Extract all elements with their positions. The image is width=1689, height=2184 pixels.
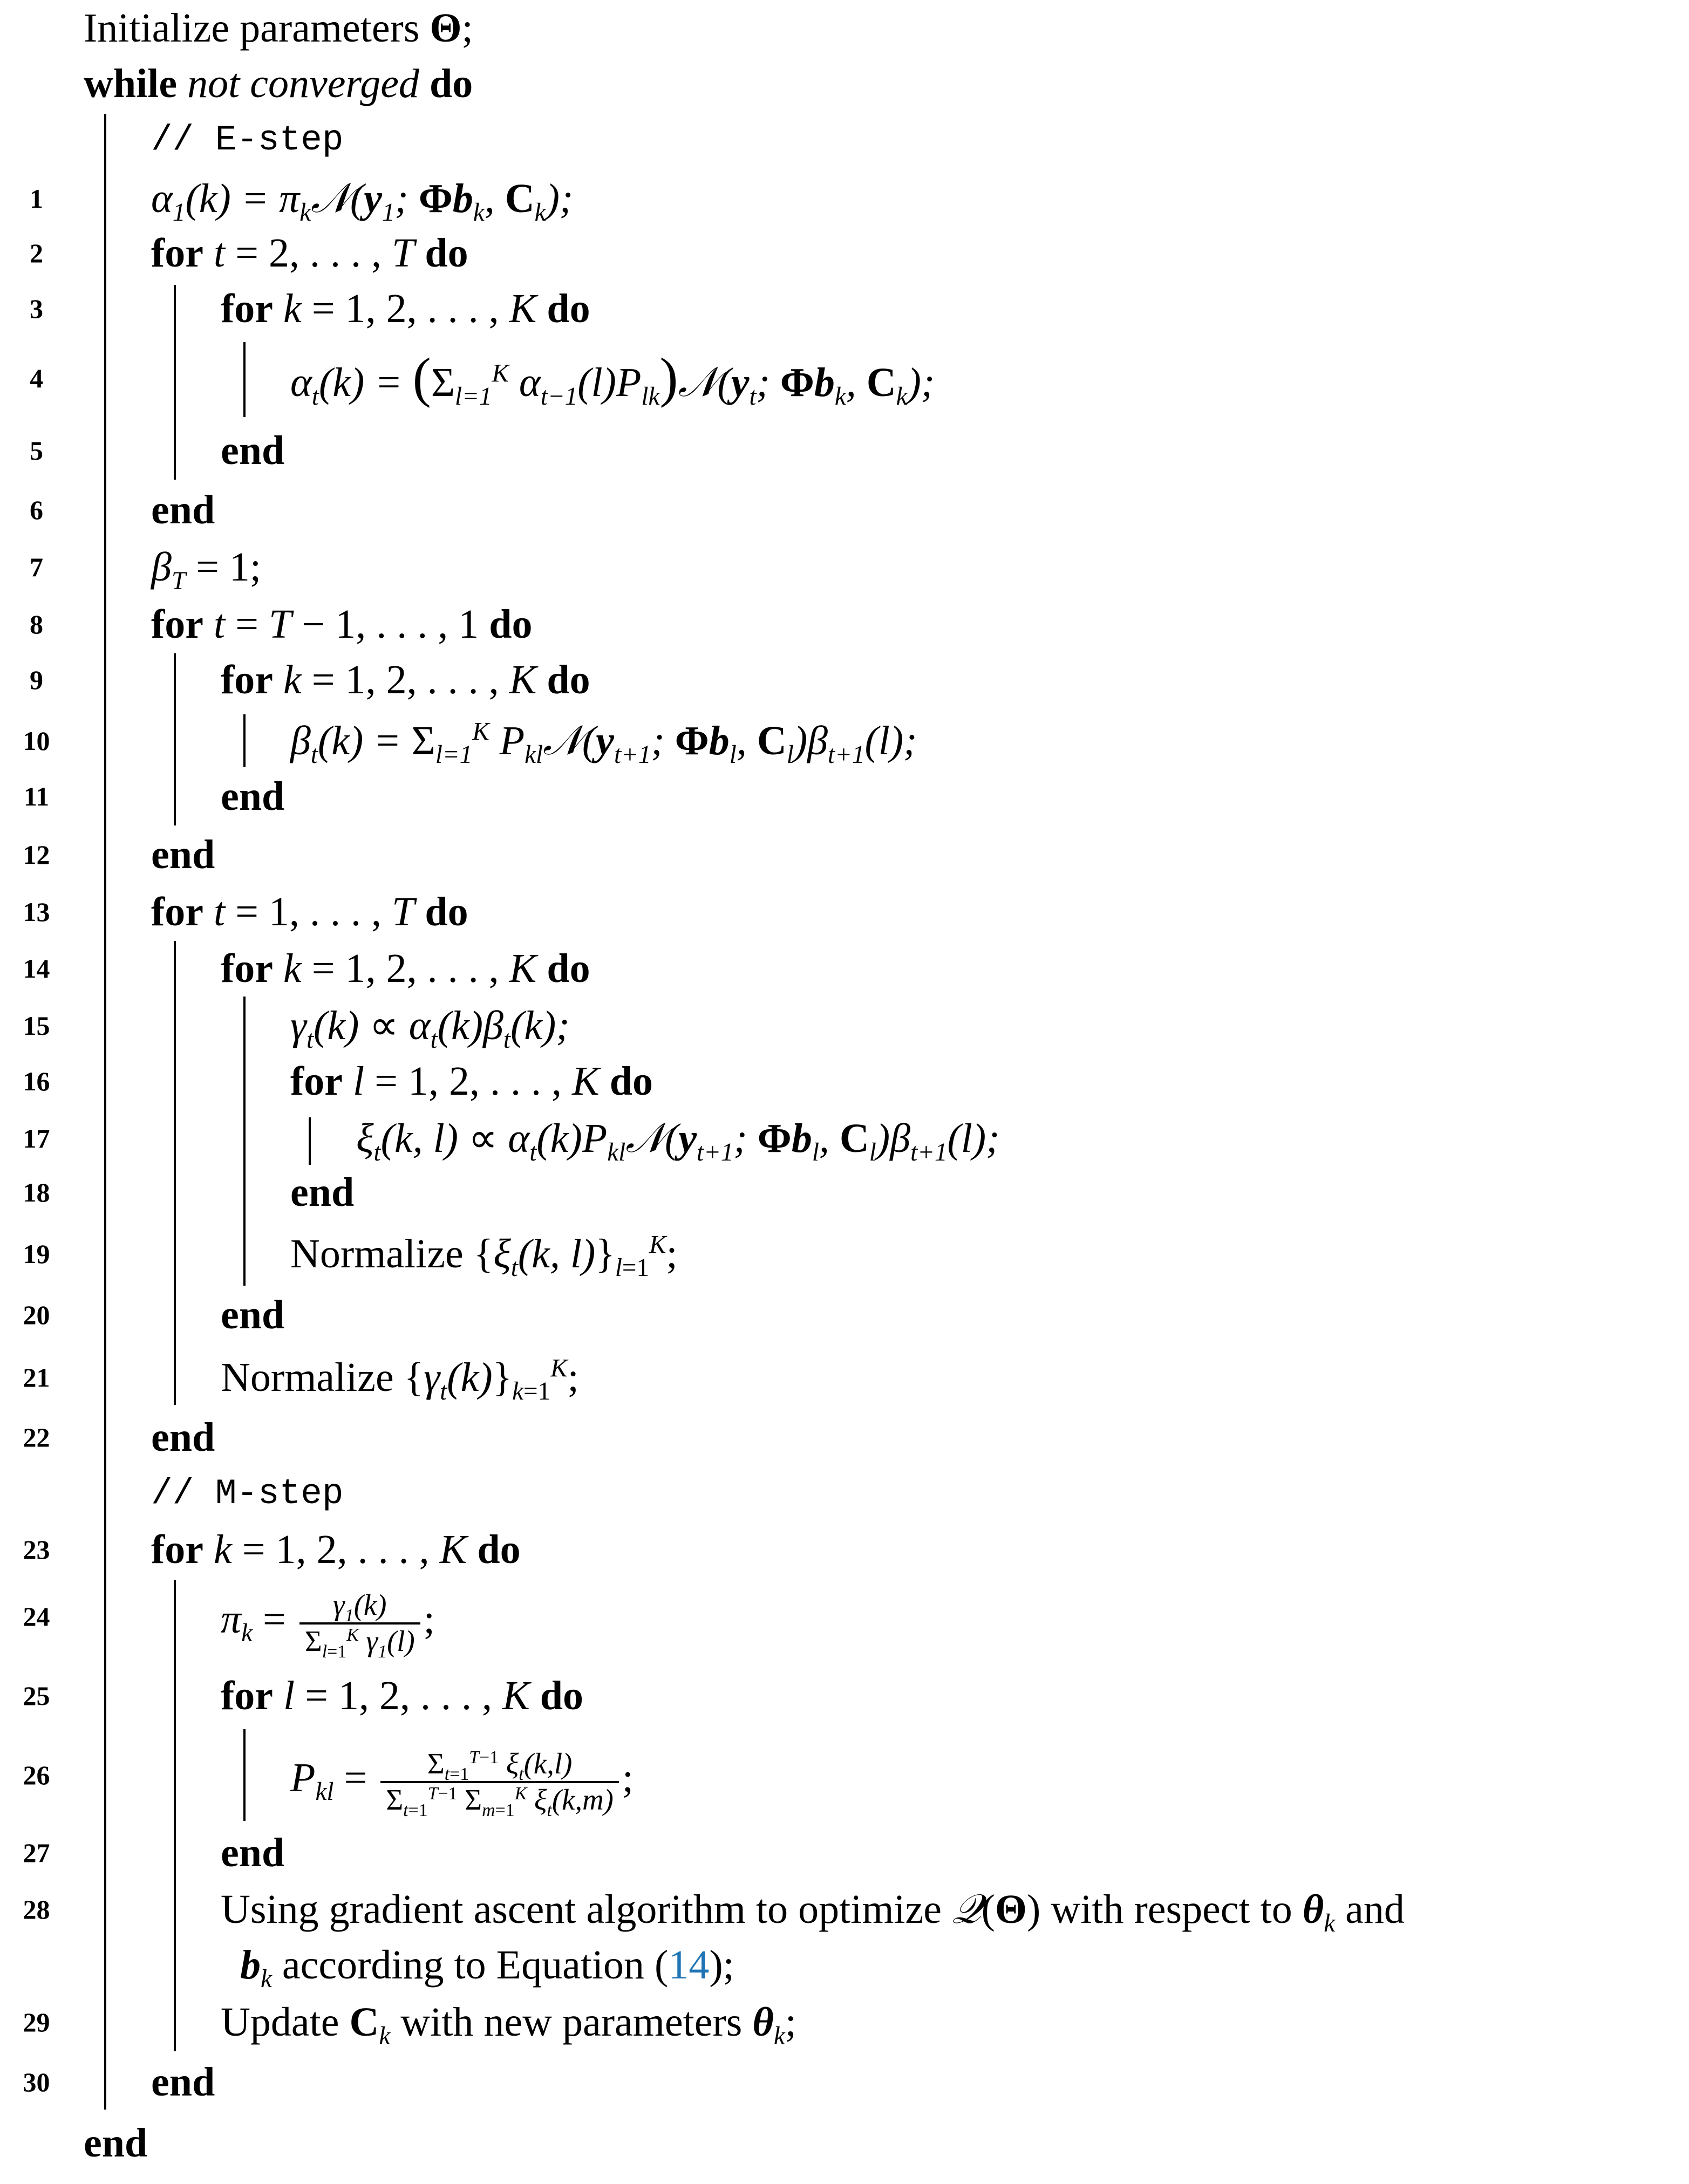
line-number: 24 <box>23 1601 50 1632</box>
end-keyword: end <box>221 1292 285 1337</box>
block-rule-line4 <box>243 342 246 417</box>
line-25-math: for l = 1, 2, . . . , K do <box>221 1673 584 1718</box>
line-number: 13 <box>23 897 50 927</box>
do-keyword: do <box>489 602 533 647</box>
line-number: 23 <box>23 1534 50 1565</box>
comment-text: // M-step <box>151 1473 344 1514</box>
init-text: Initialize parameters <box>84 5 420 51</box>
line-29-part1: Update <box>221 1999 339 2045</box>
line-28-continuation: $b_k$ according to Equation (14); <box>240 1942 734 1994</box>
end-keyword: end <box>84 2120 148 2166</box>
line-number: 11 <box>23 781 50 811</box>
line-number: 18 <box>23 1177 50 1207</box>
line-28-part3: and <box>1345 1887 1405 1932</box>
line-number: 28 <box>23 1894 50 1924</box>
for-keyword: for <box>221 286 274 331</box>
for-keyword: for <box>151 230 204 276</box>
line-number: 16 <box>23 1066 50 1096</box>
line-number: 2 <box>30 238 43 268</box>
while-keyword: while <box>84 61 178 106</box>
line-3-math: for k = 1, 2, . . . , K do <box>221 286 590 331</box>
line-number: 26 <box>23 1760 50 1790</box>
line-28-part1: Using gradient ascent algorithm to optimize <box>221 1887 942 1932</box>
for-keyword: for <box>151 602 204 647</box>
for-keyword: for <box>151 1527 204 1572</box>
line-26-math: $P_{kl}$ = $\frac{\Sigma_{t=1}^{T-1} \xi_t(k,l)}{\Sigma_{t=1}^{T-1} \Sigma_{m=1}^K \xi_t(k,m)}$ ; <box>290 1747 634 1820</box>
do-keyword: do <box>540 1673 584 1718</box>
block-rule-for-t-posterior <box>174 941 176 1405</box>
line-29-part2: with new parameters <box>400 1999 743 2045</box>
for-keyword: for <box>221 946 274 991</box>
line-28-part4: according to Equation <box>282 1942 645 1988</box>
line-number: 3 <box>30 294 43 324</box>
for-keyword: for <box>221 1673 274 1718</box>
line-number: 9 <box>30 665 43 695</box>
do-keyword: do <box>547 286 590 331</box>
line-14-math: for k = 1, 2, . . . , K do <box>221 946 590 991</box>
theta-symbol: Θ <box>430 5 462 51</box>
line-number: 15 <box>23 1011 50 1041</box>
end-keyword: end <box>221 774 285 819</box>
line-23-math: for k = 1, 2, . . . , K do <box>151 1527 521 1572</box>
line-28-part2: with respect to <box>1051 1887 1292 1932</box>
line-number: 6 <box>30 495 43 525</box>
line-16-math: for l = 1, 2, . . . , K do <box>290 1059 653 1104</box>
block-rule-for-k-mstep <box>174 1580 176 2051</box>
line-number: 8 <box>30 609 43 639</box>
do-keyword: do <box>547 657 590 702</box>
line-10-math: $\beta_t(k) = \Sigma_{l=1}^K$ $P_{kl}𝒩(y_{t+1}$; $\Phi b_l$, $C_l)\beta_{t+1}(l)$; <box>290 718 917 769</box>
line-4-math: $\alpha_t(k) = (\Sigma_{l=1}^K$ $\alpha_{t-1}(l)P_{lk})𝒩(y_t$; $\Phi b_k$, $C_k$); <box>290 347 935 411</box>
normalize-text: Normalize <box>221 1355 394 1400</box>
line-number: 12 <box>23 840 50 870</box>
line-number: 27 <box>23 1838 50 1868</box>
block-rule-line10 <box>243 714 246 767</box>
for-keyword: for <box>151 889 204 934</box>
line-1-math: $\alpha_1(k)$ = $\pi_k𝒩(y_1$; $\Phi b_k$, $C_k$); <box>151 176 574 227</box>
line-number: 22 <box>23 1422 50 1452</box>
semicolon: ; <box>461 5 473 51</box>
line-number: 21 <box>23 1362 50 1393</box>
end-keyword: end <box>290 1170 355 1215</box>
block-rule-line17 <box>309 1117 311 1165</box>
line-number: 19 <box>23 1239 50 1269</box>
do-keyword: do <box>547 946 590 991</box>
line-number: 29 <box>23 2007 50 2037</box>
equation-reference-link[interactable]: 14 <box>668 1942 710 1988</box>
do-keyword: do <box>425 230 468 276</box>
end-keyword: end <box>221 1830 285 1875</box>
line-21-math: Normalize $\{\gamma_t(k)\}_{k=1}^K$; <box>221 1354 579 1406</box>
do-keyword: do <box>425 889 468 934</box>
line-number: 25 <box>23 1681 50 1711</box>
line-number: 4 <box>30 363 43 393</box>
line-24-math: $\pi_k$ = $\frac{\gamma_1(k)}{\Sigma_{l=1}^K \gamma_1(l)}$ ; <box>221 1588 435 1662</box>
line-8-math: for t = T − 1, . . . , 1 do <box>151 602 533 647</box>
line-28-text: Using gradient ascent algorithm to optimize 𝒬(Θ) with respect to $\theta_k$ and <box>221 1887 1405 1938</box>
end-keyword: end <box>151 832 215 877</box>
end-keyword: end <box>151 1415 215 1460</box>
line-number: 7 <box>30 552 43 582</box>
block-rule-for-t-backward <box>174 653 176 825</box>
line-number: 17 <box>23 1123 50 1154</box>
line-number: 5 <box>30 435 43 466</box>
do-keyword: do <box>477 1527 521 1572</box>
line-number: 20 <box>23 1300 50 1330</box>
block-rule-for-t-forward <box>174 285 176 480</box>
end-keyword: end <box>151 2059 215 2105</box>
end-keyword: end <box>221 428 285 473</box>
line-9-math: for k = 1, 2, . . . , K do <box>221 657 590 702</box>
block-rule-for-k-posterior <box>243 997 246 1286</box>
normalize-text: Normalize <box>290 1231 464 1277</box>
for-keyword: for <box>221 657 274 702</box>
do-keyword: do <box>429 61 473 106</box>
while-condition: not converged <box>187 61 419 106</box>
line-7-math: $\beta_T = 1$; <box>151 544 262 596</box>
for-keyword: for <box>290 1059 343 1104</box>
comment-text: // E-step <box>151 120 344 160</box>
line-17-math: $\xi_t(k$, $l) \propto \alpha_t(k)P_{kl}𝒩(y_{t+1}$; $\Phi b_l$, $C_l)\beta_{t+1}(l)$; <box>356 1116 1000 1167</box>
line-2-math: for t = 2, . . . , T do <box>151 230 468 276</box>
line-19-math: Normalize {$\xi_t(k$, $l)\}_{l=1}^K$; <box>290 1231 678 1282</box>
block-rule-while <box>104 114 106 2110</box>
block-rule-line26 <box>243 1729 246 1821</box>
line-number: 30 <box>23 2067 50 2097</box>
line-number: 10 <box>23 726 50 756</box>
line-15-math: $\gamma_t(k) \propto \alpha_t(k)\beta_t(k)$; <box>290 1003 570 1054</box>
do-keyword: do <box>609 1059 653 1104</box>
line-13-math: for t = 1, . . . , T do <box>151 889 468 934</box>
line-number: 1 <box>30 183 43 214</box>
line-29-text: Update $C_k$ with new parameters $\theta_k$; <box>221 1999 796 2051</box>
line-number: 14 <box>23 953 50 984</box>
end-keyword: end <box>151 487 215 533</box>
